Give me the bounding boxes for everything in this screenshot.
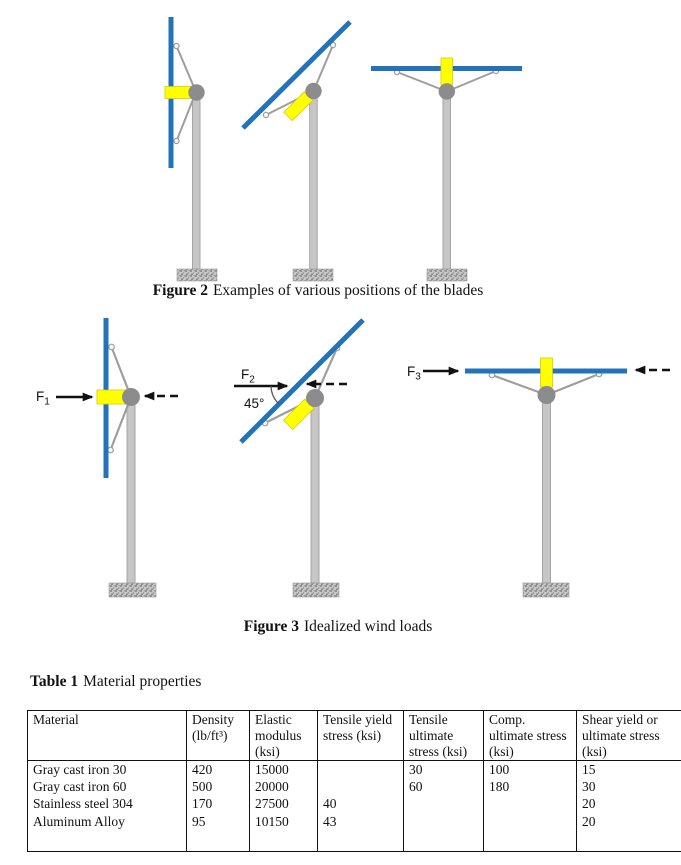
tower-pole	[543, 395, 551, 583]
material-table-header	[28, 711, 681, 761]
figure3-caption	[244, 618, 433, 636]
force-label-f1: $F_1$	[36, 389, 50, 408]
figure3-canvas	[0, 310, 681, 602]
foundation-base	[293, 583, 339, 597]
table-cell: Gray cast iron 30	[28, 761, 187, 779]
table-cell: 43	[318, 813, 404, 830]
angle-arc	[271, 386, 279, 404]
tower-pole	[310, 91, 318, 269]
table-cell	[318, 761, 404, 779]
table-cell: Aluminum Alloy	[28, 813, 187, 830]
table-cell: 30	[577, 778, 681, 795]
force-label-f3: $F_3$	[407, 364, 421, 383]
column-header: Tensile ultimate stress (ksi)	[404, 711, 484, 761]
foundation-base	[523, 583, 569, 597]
nacelle	[541, 358, 553, 387]
foundation-base	[293, 269, 333, 281]
table-cell: 180	[484, 778, 577, 795]
force-label-f2: $F_2$	[241, 367, 255, 386]
column-header: Tensile yield stress (ksi)	[318, 711, 404, 761]
strut-pin	[109, 344, 115, 350]
table-cell	[404, 795, 484, 812]
table-cell: 170	[187, 795, 250, 812]
hub	[306, 389, 324, 407]
foundation-base	[427, 269, 467, 281]
turbine-blade-vertical	[165, 17, 217, 281]
table1-heading-text: Material properties	[83, 673, 202, 690]
table-cell: 95	[187, 813, 250, 830]
material-table	[27, 710, 681, 852]
figure2-caption-text: Examples of various positions of the blades	[212, 282, 484, 299]
table-cell-empty	[577, 830, 681, 852]
table-cell: 30	[404, 761, 484, 779]
table-cell-empty	[318, 830, 404, 852]
column-header: Elastic modulus (ksi)	[250, 711, 318, 761]
blade	[241, 320, 363, 442]
hub	[439, 83, 455, 99]
foundation-base	[109, 583, 156, 597]
hub	[305, 83, 321, 99]
nacelle	[441, 58, 453, 85]
table-cell-empty	[250, 830, 318, 852]
figure2-caption	[153, 282, 484, 300]
table-row	[28, 778, 681, 795]
table-spacer-row	[28, 830, 681, 852]
table-cell: 60	[404, 778, 484, 795]
table-cell: 15	[577, 761, 681, 779]
table-cell-empty	[484, 830, 577, 852]
table1-heading-label: Table 1	[30, 673, 79, 690]
column-header: Material	[28, 711, 187, 761]
table-cell-empty	[187, 830, 250, 852]
hub	[188, 84, 204, 100]
table-cell	[318, 778, 404, 795]
table-cell: 500	[187, 778, 250, 795]
foundation-base	[177, 269, 217, 281]
table-row	[28, 813, 681, 830]
figure2-canvas	[0, 0, 681, 282]
table1-heading	[30, 673, 201, 691]
table-row	[28, 795, 681, 812]
table-row	[28, 761, 681, 779]
strut-pin	[263, 112, 268, 117]
loaded-turbine-f1	[36, 318, 178, 597]
table-cell: 20000	[250, 778, 318, 795]
table-cell: 420	[187, 761, 250, 779]
header-row	[28, 711, 681, 761]
table-cell: 20	[577, 795, 681, 812]
figure3-caption-label: Figure 3	[243, 618, 299, 635]
loaded-turbine-f3	[407, 358, 670, 597]
hub	[538, 386, 556, 404]
table-cell-empty	[28, 830, 187, 852]
table-cell: 27500	[250, 795, 318, 812]
strut-pin	[174, 43, 179, 48]
table-cell: 15000	[250, 761, 318, 779]
angle-label: 45°	[244, 396, 265, 411]
table-cell: 100	[484, 761, 577, 779]
strut-pin	[174, 138, 179, 143]
material-table-body	[28, 761, 681, 852]
table-cell: Gray cast iron 60	[28, 778, 187, 795]
table-cell: 10150	[250, 813, 318, 830]
loaded-turbine-f2	[234, 320, 363, 597]
table-cell: 20	[577, 813, 681, 830]
tower-pole	[127, 397, 135, 583]
strut-pin	[108, 447, 114, 453]
figure3-caption-text: Idealized wind loads	[303, 618, 433, 635]
table-cell	[484, 795, 577, 812]
column-header: Density (lb/ft³)	[187, 711, 250, 761]
table-cell	[404, 813, 484, 830]
column-header: Shear yield or ultimate stress (ksi)	[577, 711, 681, 761]
table-cell-empty	[404, 830, 484, 852]
tower-pole	[443, 92, 451, 269]
table-cell	[484, 813, 577, 830]
hub	[122, 388, 140, 406]
column-header: Comp. ultimate stress (ksi)	[484, 711, 577, 761]
turbine-blade-45deg	[243, 22, 350, 281]
figure2-caption-label: Figure 2	[152, 282, 208, 299]
table-cell: 40	[318, 795, 404, 812]
tower-pole	[311, 398, 319, 583]
table-cell: Stainless steel 304	[28, 795, 187, 812]
turbine-blade-horizontal	[371, 58, 522, 281]
tower-pole	[193, 91, 201, 269]
